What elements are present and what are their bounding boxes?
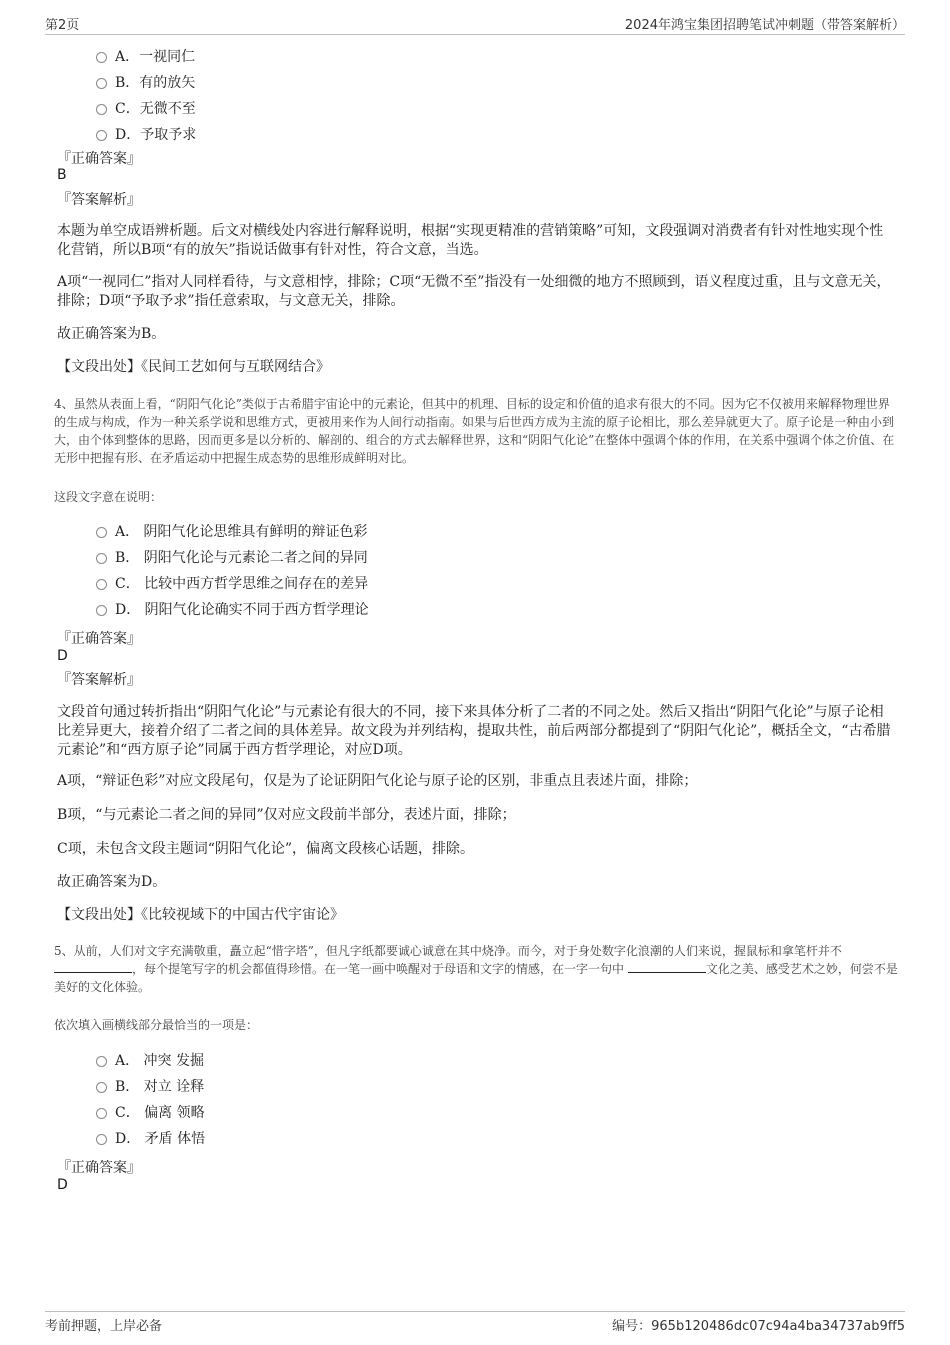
radio-icon[interactable]: [96, 527, 107, 538]
radio-icon[interactable]: [96, 52, 107, 63]
q3-analysis-label: 『答案解析』: [57, 192, 141, 208]
q4-correct-answer-label: 『正确答案』: [57, 631, 141, 647]
q4-stem: 4、虽然从表面上看，“阴阳气化论”类似于古希腊宇宙论中的元素论，但其中的机理、目标的设定和价值的追求有很大的不同。因为它不仅被用来解释物理世界的生成与构成，作为一种关系学说和思维方式，更被用来作为人间行动指南。如果与后世西方成为主流的原子论相比，那么差异就更大了。原子论是一种由小到大，由个体到整体的思路，因而更多是以分析的、解剖的、组合的方式去解释世界，这和“阴阳气化论”在整体中强调个体的作用，在关系中强调个体之价值、在无形中把握有形、在矛盾运动中把握生成态势的思维形成鲜明对比。: [54, 397, 895, 465]
q4-analysis-para-4: C项，未包含文段主题词“阴阳气化论”，偏离文段核心话题，排除。: [57, 841, 475, 857]
q3-correct-answer-label: 『正确答案』: [57, 151, 141, 167]
q4-analysis-para-2: A项，“辩证色彩”对应文段尾句，仅是为了论证阴阳气化论与原子论的区别，非重点且表述片面，排除；: [57, 773, 698, 789]
q5-stem: 5、从前，人们对文字充满敬重，矗立起“惜字塔”，但凡字纸都要诚心诚意在其中烧净。而今，对于身处数字化浪潮的人们来说，握鼠标和拿笔杆并不 ，每个提笔写字的机会都值得珍惜。在一笔一画中唤醒对于母语和文字的情感，在一字一句中 文化之美、感受艺术之妙，何尝不是美好的文化体验。: [54, 944, 898, 994]
q4-answer: D: [57, 648, 68, 664]
radio-icon[interactable]: [96, 78, 107, 89]
q3-analysis-para-2: A项“一视同仁”指对人同样看待，与文意相悖，排除；C项“无微不至”指没有一处细微的地方不照顾到，语义程度过重，且与文意无关，排除；D项“予取予求”指任意索取，与文意无关，排除。: [57, 274, 891, 309]
radio-icon[interactable]: [96, 1108, 107, 1119]
page-header: [45, 14, 905, 35]
q4-source: 【文段出处】《比较视域下的中国古代宇宙论》: [57, 907, 344, 923]
q4-analysis-para-3: B项，“与元素论二者之间的异同”仅对应文段前半部分，表述片面，排除；: [57, 807, 516, 823]
q4-analysis-para-5: 故正确答案为D。: [57, 874, 167, 890]
fill-blank-2: [628, 960, 706, 973]
q4-analysis-para-1: 文段首句通过转折指出“阴阳气化论”与元素论有很大的不同，接下来具体分析了二者的不同之处。然后又指出“阴阳气化论”与原子论相比差异更大，接着介绍了二者之间的具体差异。故文段为并列结构，提取共性，前后两部分都提到了“阴阳气化论”，概括全文，“古希腊元素论”和“西方原子论”同属于西方哲学理论，对应D项。: [57, 704, 891, 758]
q3-analysis-para-1: 本题为单空成语辨析题。后文对横线处内容进行解释说明，根据“实现更精准的营销策略”可知，文段强调对消费者有针对性地实现个性化营销，所以B项“有的放矢”指说话做事有针对性，符合文意，当选。: [57, 223, 884, 258]
radio-icon[interactable]: [96, 130, 107, 141]
q4-prompt: 这段文字意在说明：: [54, 490, 163, 504]
footer-slogan: 考前押题，上岸必备: [45, 1319, 163, 1334]
radio-icon[interactable]: [96, 605, 107, 616]
radio-icon[interactable]: [96, 1056, 107, 1067]
fill-blank-1: [54, 960, 132, 973]
page-number: 第2页: [45, 18, 80, 33]
radio-icon[interactable]: [96, 553, 107, 564]
q5-correct-answer-label: 『正确答案』: [57, 1160, 141, 1176]
q4-analysis-label: 『答案解析』: [57, 672, 141, 688]
footer-code: 编号：965b120486dc07c94a4ba34737ab9ff5: [612, 1319, 905, 1334]
q5-answer: D: [57, 1177, 68, 1193]
radio-icon[interactable]: [96, 579, 107, 590]
page-footer: [45, 1311, 905, 1336]
document-title: 2024年鸿宝集团招聘笔试冲刺题（带答案解析）: [624, 18, 905, 33]
radio-icon[interactable]: [96, 104, 107, 115]
q3-analysis-para-3: 故正确答案为B。: [57, 326, 166, 342]
radio-icon[interactable]: [96, 1134, 107, 1145]
q3-answer: B: [57, 167, 67, 183]
q3-source: 【文段出处】《民间工艺如何与互联网结合》: [57, 359, 330, 375]
q5-prompt: 依次填入画横线部分最恰当的一项是：: [54, 1018, 259, 1032]
radio-icon[interactable]: [96, 1082, 107, 1093]
